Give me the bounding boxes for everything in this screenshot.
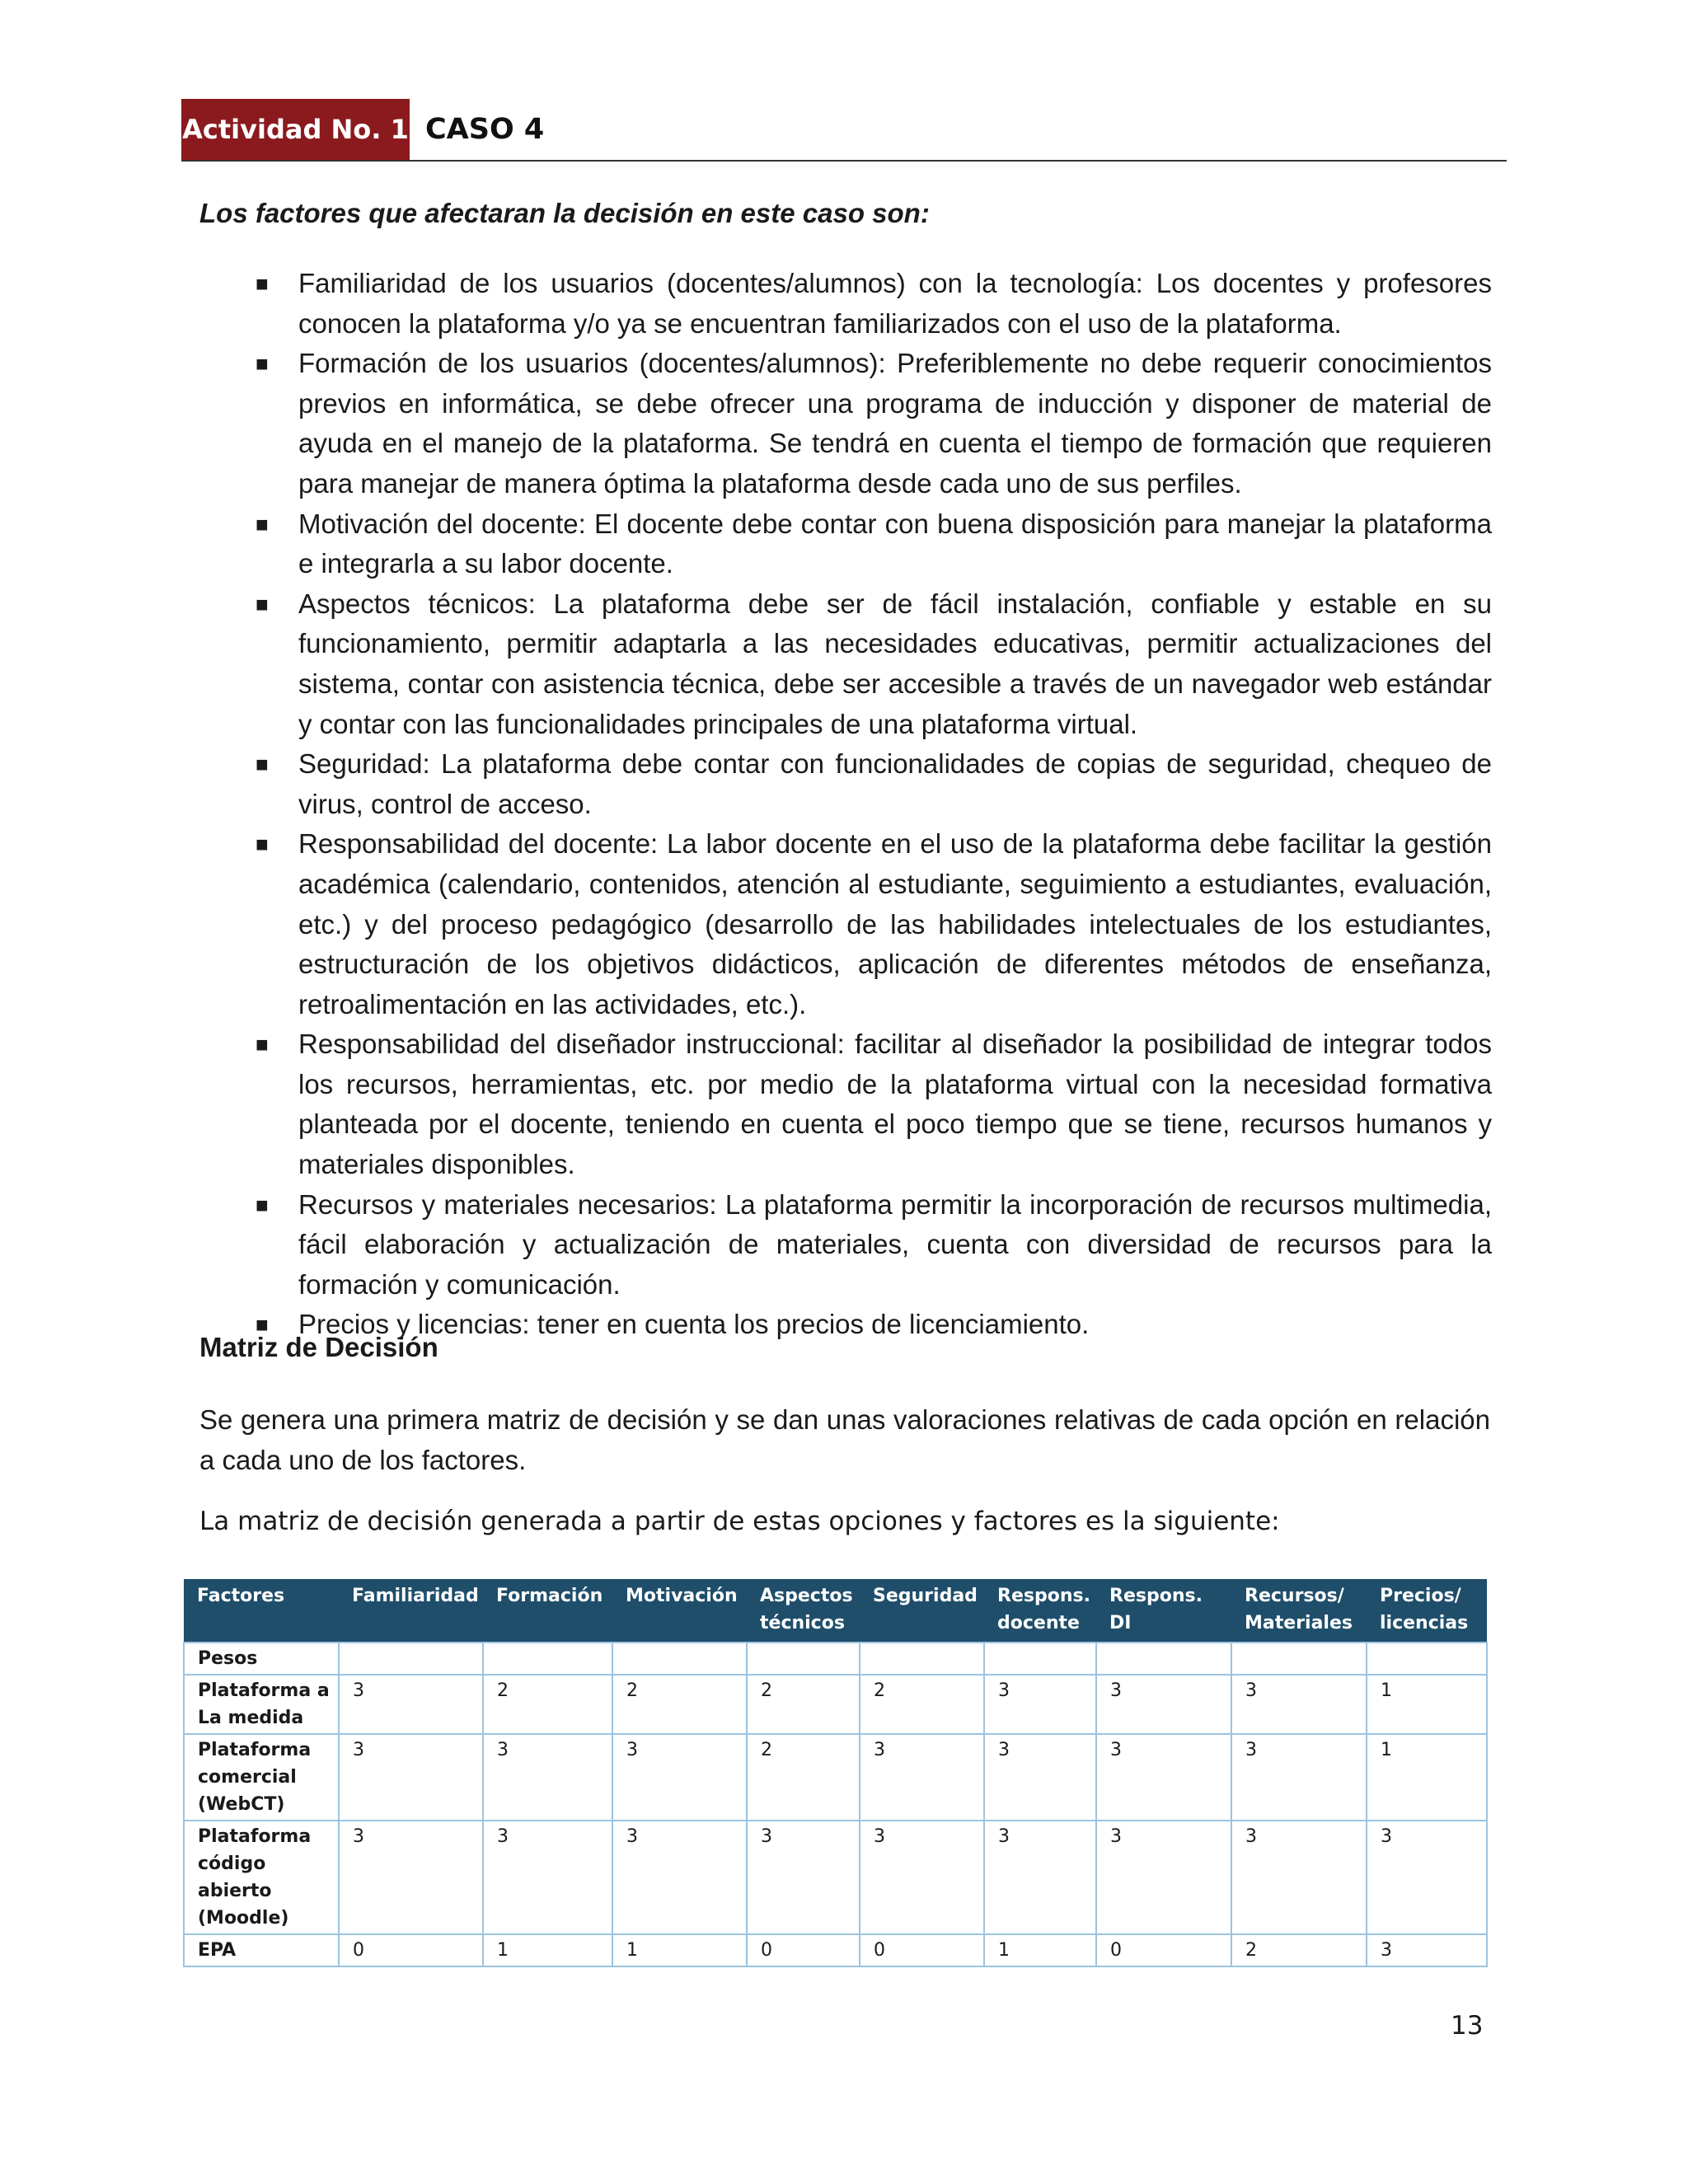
table-cell: 3 [747, 1821, 860, 1934]
list-item-text: Recursos y materiales necesarios: La plataforma permitir la incorporación de recursos multimedia, fácil elaboración y actualización de materiales, cuenta con diversidad de recursos para la formación y comunicación. [298, 1188, 1492, 1300]
list-item [256, 344, 1492, 504]
list-item [256, 584, 1492, 744]
square-bullet-icon: ■ [256, 351, 269, 377]
square-bullet-icon: ■ [256, 752, 269, 777]
table-cell: 2 [1231, 1934, 1367, 1966]
square-bullet-icon: ■ [256, 591, 269, 616]
table-cell: 0 [747, 1934, 860, 1966]
list-item [256, 744, 1492, 824]
list-item-text: Responsabilidad del docente: La labor docente en el uso de la plataforma debe facilitar la gestión académica (calendario, contenidos, atención al estudiante, seguimiento a estudiantes, evaluación, etc.) y del proceso pedagógico (desarrollo de las habilidades intelectuales de los estudiantes, estructuración de los objetivos didácticos, aplicación de diferentes métodos de enseñanza, retroalimentación en las actividades, etc.). [298, 828, 1492, 1019]
list-item [256, 824, 1492, 1024]
column-header: Respons. docente [984, 1579, 1096, 1643]
table-cell: 3 [339, 1821, 483, 1934]
table-cell: 3 [1231, 1675, 1367, 1734]
table-cell: 0 [339, 1934, 483, 1966]
column-header: Factores [184, 1579, 339, 1643]
list-item-text: Motivación del docente: El docente debe contar con buena disposición para manejar la plataforma e integrarla a su labor docente. [298, 508, 1492, 579]
column-header: Seguridad [860, 1579, 984, 1643]
table-cell: 3 [984, 1675, 1096, 1734]
row-label: Plataforma a La medida [184, 1675, 339, 1734]
list-item [256, 1305, 1492, 1345]
table-cell [339, 1643, 483, 1675]
table-cell [1367, 1643, 1487, 1675]
square-bullet-icon: ■ [256, 511, 269, 537]
row-label: EPA [184, 1934, 339, 1966]
table-cell [860, 1643, 984, 1675]
table-cell: 3 [1367, 1821, 1487, 1934]
table-header-row [184, 1579, 1487, 1643]
table-cell [1096, 1643, 1231, 1675]
table-cell: 3 [860, 1821, 984, 1934]
list-item [256, 504, 1492, 584]
section-title: Matriz de Decisión [199, 1332, 438, 1362]
table-cell: 3 [612, 1734, 747, 1821]
column-header: Aspectos técnicos [747, 1579, 860, 1643]
list-item-text: Precios y licencias: tener en cuenta los precios de licenciamiento. [298, 1309, 1090, 1340]
list-item-text: Formación de los usuarios (docentes/alumnos): Preferiblemente no debe requerir conocimientos previos en informática, se debe ofrecer una programa de inducción y disponer de material de ayuda en el manejo de la plataforma. Se tendrá en cuenta el tiempo de formación que requieren para manejar de manera óptima la plataforma desde cada uno de sus perfiles. [298, 348, 1492, 499]
column-header: Precios/ licencias [1367, 1579, 1487, 1643]
row-label: Pesos [184, 1643, 339, 1675]
table-row [184, 1821, 1487, 1934]
square-bullet-icon: ■ [256, 1032, 269, 1057]
table-row [184, 1734, 1487, 1821]
row-label: Plataforma código abierto (Moodle) [184, 1821, 339, 1934]
table-cell: 1 [612, 1934, 747, 1966]
table-cell [984, 1643, 1096, 1675]
table-cell: 1 [483, 1934, 612, 1966]
table-cell: 0 [1096, 1934, 1231, 1966]
table-cell: 3 [1096, 1675, 1231, 1734]
table-cell [1231, 1643, 1367, 1675]
list-item-text: Aspectos técnicos: La plataforma debe ser de fácil instalación, confiable y estable en su funcionamiento, permitir adaptarla a las necesidades educativas, permitir actualizaciones del sistema, contar con asistencia técnica, debe ser accesible a través de un navegador web estándar y contar con las funcionalidades principales de una plataforma virtual. [298, 588, 1492, 739]
list-item [256, 264, 1492, 344]
page-number: 13 [1451, 2011, 1484, 2041]
column-header: Respons. DI [1096, 1579, 1231, 1643]
table-cell: 2 [612, 1675, 747, 1734]
table-cell: 3 [1231, 1821, 1367, 1934]
table-cell: 3 [860, 1734, 984, 1821]
table-cell [747, 1643, 860, 1675]
factors-list [256, 264, 1492, 1345]
row-label: Plataforma comercial (WebCT) [184, 1734, 339, 1821]
table-cell: 3 [1231, 1734, 1367, 1821]
table-row [184, 1643, 1487, 1675]
table-cell: 3 [984, 1821, 1096, 1934]
table-cell: 1 [1367, 1734, 1487, 1821]
column-header: Motivación [612, 1579, 747, 1643]
table-cell [483, 1643, 612, 1675]
table-cell: 1 [984, 1934, 1096, 1966]
column-header: Formación [483, 1579, 612, 1643]
factors-subtitle: Los factores que afectaran la decisión en este caso son: [199, 198, 930, 228]
table-cell [612, 1643, 747, 1675]
table-cell: 3 [483, 1821, 612, 1934]
table-cell: 3 [483, 1734, 612, 1821]
table-cell: 3 [339, 1675, 483, 1734]
table-cell: 2 [747, 1734, 860, 1821]
list-item [256, 1185, 1492, 1305]
square-bullet-icon: ■ [256, 271, 269, 296]
square-bullet-icon: ■ [256, 1192, 269, 1217]
table-cell: 3 [984, 1734, 1096, 1821]
square-bullet-icon: ■ [256, 1312, 269, 1338]
intro-paragraph: Se genera una primera matriz de decisión y se dan unas valoraciones relativas de cada opción en relación a cada uno de los factores. [199, 1404, 1490, 1475]
list-item [256, 1024, 1492, 1184]
table-cell: 2 [860, 1675, 984, 1734]
table-cell: 2 [747, 1675, 860, 1734]
activity-badge: Actividad No. 1 [181, 99, 410, 160]
decision-matrix-table [183, 1579, 1488, 1967]
table-cell: 3 [1096, 1821, 1231, 1934]
list-item-text: Responsabilidad del diseñador instruccional: facilitar al diseñador la posibilidad de integrar todos los recursos, herramientas, etc. por medio de la plataforma virtual con la necesidad formativa planteada por el docente, teniendo en cuenta el poco tiempo que se tiene, recursos humanos y materiales disponibles. [298, 1029, 1492, 1180]
table-row [184, 1934, 1487, 1966]
column-header: Recursos/ Materiales [1231, 1579, 1367, 1643]
case-title: CASO 4 [425, 113, 545, 146]
table-cell: 2 [483, 1675, 612, 1734]
list-item-text: Familiaridad de los usuarios (docentes/alumnos) con la tecnología: Los docentes y profesores conocen la plataforma y/o ya se encuentran familiarizados con el uso de la plataforma. [298, 268, 1492, 339]
table-cell: 1 [1367, 1675, 1487, 1734]
page-header [181, 99, 1507, 162]
table-cell: 3 [1096, 1734, 1231, 1821]
square-bullet-icon: ■ [256, 832, 269, 857]
table-cell: 3 [339, 1734, 483, 1821]
table-row [184, 1675, 1487, 1734]
column-header: Familiaridad [339, 1579, 483, 1643]
table-cell: 3 [1367, 1934, 1487, 1966]
table-cell: 3 [612, 1821, 747, 1934]
table-cell: 0 [860, 1934, 984, 1966]
list-item-text: Seguridad: La plataforma debe contar con funcionalidades de copias de seguridad, chequeo de virus, control de acceso. [298, 748, 1492, 819]
matrix-caption: La matriz de decisión generada a partir de estas opciones y factores es la siguiente: [199, 1507, 1280, 1536]
